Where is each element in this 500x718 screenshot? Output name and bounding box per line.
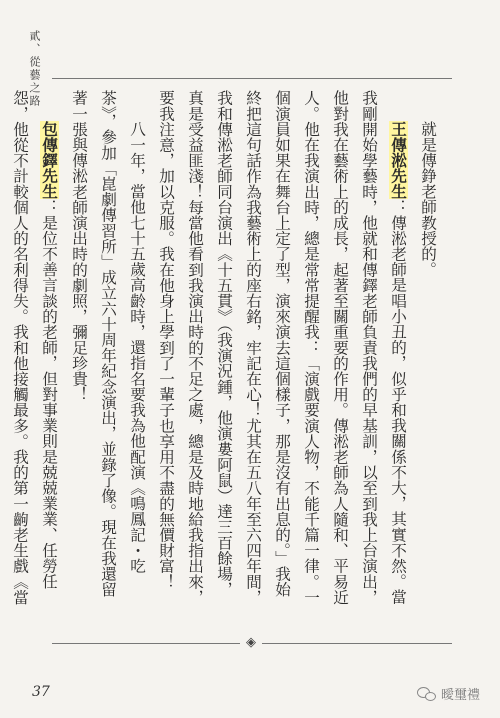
watermark-text: 曖璽禮 — [440, 688, 480, 703]
top-rule — [52, 78, 452, 79]
paragraph-1-text: 就是傳錚老師教授的。 — [419, 121, 437, 278]
wechat-icon — [417, 687, 437, 701]
body-text — [11, 90, 442, 610]
watermark — [417, 684, 480, 703]
bottom-rule-left — [52, 643, 240, 644]
teacher-name-wang: 王傳淞先生 — [389, 121, 408, 200]
paragraph-4-text: ：是位不善言談的老師，但對事業則是兢兢業業、任勞任怨，他從不計較個人的名利得失。我和他接觸最多。我的第一齣老生戲《當 — [11, 90, 58, 605]
diamond-ornament-icon: ◈ — [246, 635, 256, 650]
running-head: 貳、從藝之路 — [28, 30, 41, 108]
page-number: 37 — [32, 684, 50, 700]
paragraph-1 — [413, 90, 442, 610]
teacher-name-bao: 包傳鐸先生 — [40, 121, 59, 200]
paragraph-2 — [151, 90, 413, 610]
paragraph-3-text: 八一年，當他七十五歲高齡時，還指名要我為他配演《鳴鳳記・吃茶》，參加「崑劇傳習所」成立六十周年紀念演出，並錄了像。現在我還留著一張與傳淞老師演出時的劇照，彌足珍貴！ — [70, 90, 146, 597]
paragraph-3 — [64, 90, 151, 610]
bottom-rule-right — [262, 643, 452, 644]
paragraph-4 — [0, 90, 64, 610]
paragraph-2-text: ：傳淞老師是唱小丑的，似乎和我關係不大，其實不然。當我剛開始學藝時，他就和傳鐸老師負責我們的早基訓，以至到我上台演出，他對我在藝術上的成長，起著至關重要的作用。傳淞老師為人隨和、平易近人。他在我演出時，總是常常提醒我：「演戲要演人物，不能千篇一律。一個演員如果在舞台上定了型，演來演去這個樣子，那是沒有出息的。」我始終把這句話作為我藝術上的座右銘，牢記在心！尤其在五八年至六四年間，我和傳淞老師同台演出《十五貫》（我演況鍾，他演婁阿鼠）達三百餘場，真是受益匪淺！每當他看到我演出時的不足之處，總是及時地給我指出來，要我注意，加以克服。我在他身上學到了一輩子也享用不盡的無價財富！ — [157, 90, 407, 605]
